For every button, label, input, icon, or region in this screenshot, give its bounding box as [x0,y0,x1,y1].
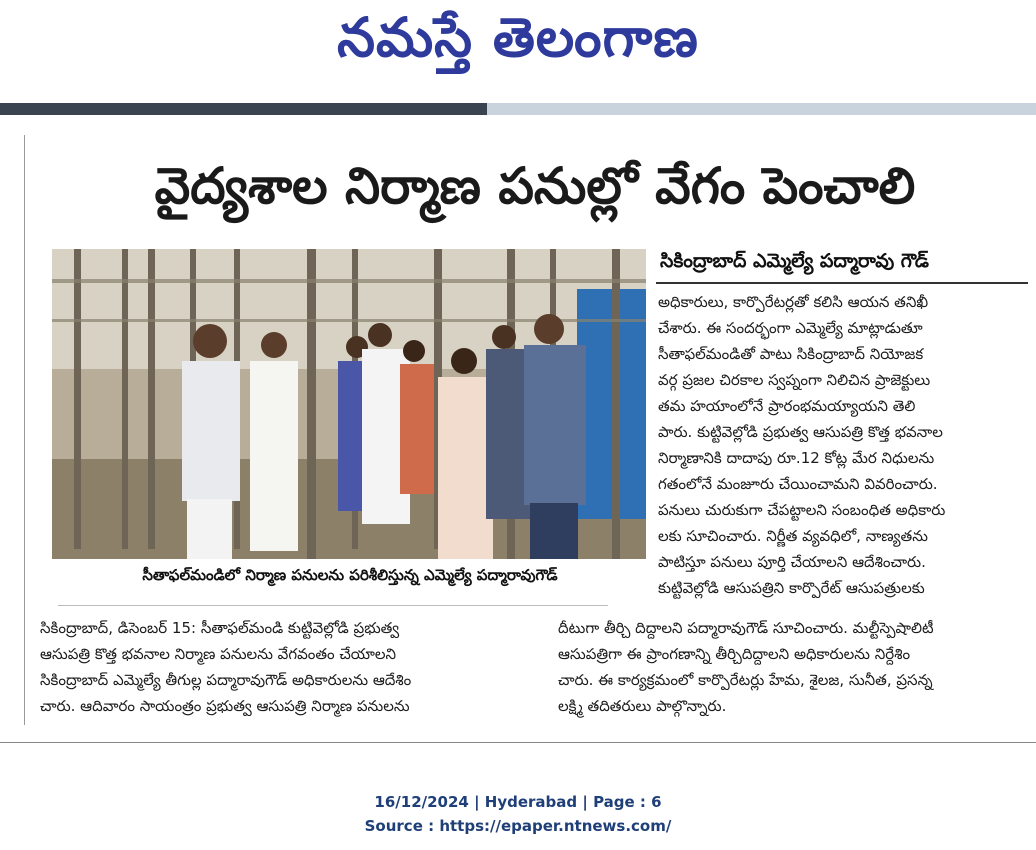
footer-date-line: 16/12/2024 | Hyderabad | Page : 6 [374,793,662,811]
body-line: సీతాఫల్‌మండితో పాటు సికింద్రాబాద్ నియోజక [658,345,924,363]
body-line: లకు సూచించారు. నిర్ణీత వ్యవధిలో, నాణ్యతను [658,527,928,545]
article-photo [52,249,646,559]
article-headline: వైద్యశాల నిర్మాణ పనుల్లో వేగం పెంచాలి [154,157,916,215]
body-line: అధికారులు, కార్పొరేటర్లతో కలిసి ఆయన తనిఖీ [658,293,929,311]
body-line: ఆసుపత్రి కొత్త భవనాల నిర్మాణ పనులను వేగవంతం చేయాలని [40,645,397,663]
body-line: సికింద్రాబాద్, డిసెంబర్ 15: సీతాఫల్‌మండి కుట్టివెల్లోడి ప్రభుత్వ [40,619,400,637]
body-line: దీటుగా తీర్చి దిద్దాలని పద్మారావుగౌడ్ సూచించారు. మల్టీస్పెషాలిటీ [558,619,934,637]
body-line: చేశారు. ఈ సందర్భంగా ఎమ్మెల్యే మాట్లాడుతూ [658,319,923,337]
column-divider [24,135,25,725]
newspaper-title: నమస్తే తెలంగాణ [337,6,699,69]
masthead [0,0,1036,92]
body-line: చారు. ఈ కార్యక్రమంలో కార్పొరేటర్లు హేమ, శైలజ, సునీత, ప్రసన్న [558,671,933,689]
masthead-rule-dark [0,103,487,115]
body-line: చారు. ఆదివారం సాయంత్రం ప్రభుత్వ ఆసుపత్రి నిర్మాణ పనులను [40,697,410,715]
body-line: పారు. కుట్టివెల్లోడి ప్రభుత్వ ఆసుపత్రి కొత్త భవనాల [658,423,943,441]
body-line: పనులు చురుకుగా చేపట్టాలని సంబంధిత అధికారు [658,501,946,519]
body-line: నిర్మాణానికి దాదాపు రూ.12 కోట్ల మేర నిధులను [658,449,935,467]
caption-divider [58,605,608,606]
body-line: గతంలోనే మంజూరు చేయించామని వివరించారు. [658,475,938,493]
body-line: ఆసుపత్రిగా ఈ ప్రాంగణాన్ని తీర్చిదిద్దాలని అధికారులను నిర్దేశిం [558,645,911,663]
body-line: తమ హయాంలోనే ప్రారంభమయ్యాయని తెలి [658,397,916,415]
bottom-divider [0,742,1036,743]
page-footer [0,790,1036,838]
body-line: వర్గ ప్రజల చిరకాల స్వప్నంగా నిలిచిన ప్రాజెక్టులు [658,371,931,389]
article-subhead: సికింద్రాబాద్ ఎమ్మెల్యే పద్మారావు గౌడ్ [660,250,929,272]
body-line: లక్ష్మి తదితరులు పాల్గొన్నారు. [558,697,727,715]
masthead-rule-light [487,103,1036,115]
body-line: పాటిస్తూ పనులు పూర్తి చేయాలని ఆదేశించారు. [658,553,926,571]
photo-caption: సీతాఫల్‌మండిలో నిర్మాణ పనులను పరిశీలిస్తున్న ఎమ్మెల్యే పద్మారావుగౌడ్ [142,566,558,584]
body-line: సికింద్రాబాద్ ఎమ్మెల్యే తీగుల్ల పద్మారావుగౌడ్ అధికారులను ఆదేశిం [40,671,412,689]
body-line: కుట్టివెల్లోడి ఆసుపత్రిని కార్పొరేట్ ఆసుపత్రులకు [658,579,925,597]
subhead-divider [656,282,1028,284]
footer-source-line: Source : https://epaper.ntnews.com/ [364,817,672,835]
